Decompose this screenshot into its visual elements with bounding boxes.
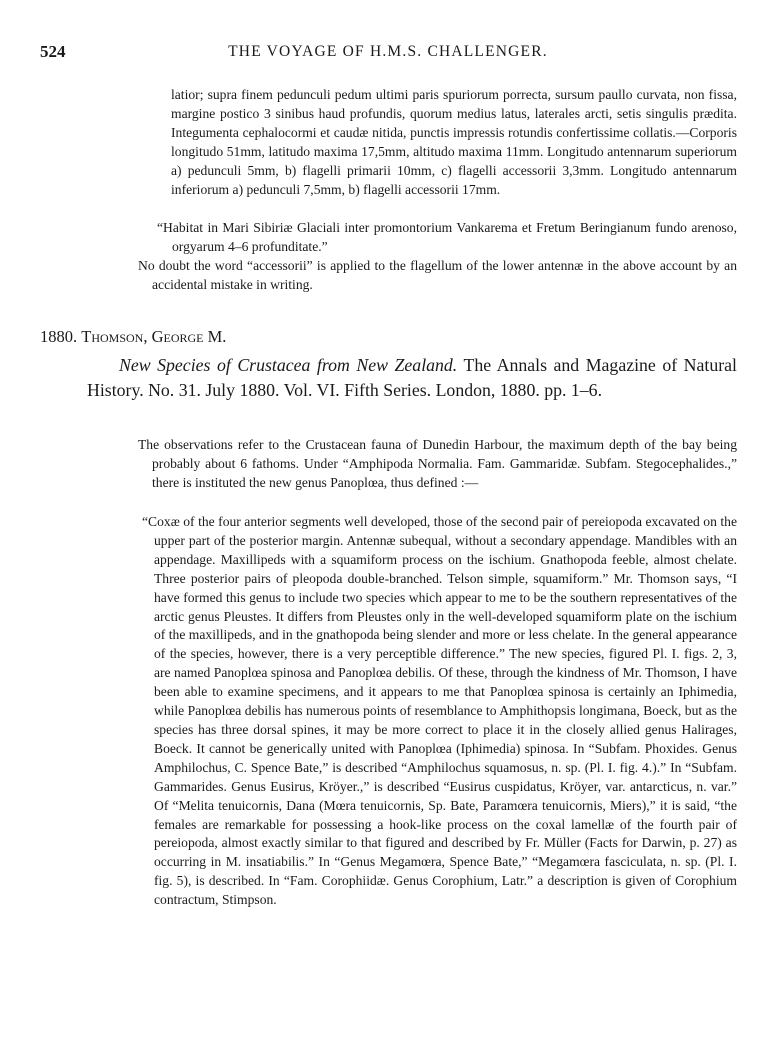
running-title: THE VOYAGE OF H.M.S. CHALLENGER.: [228, 43, 548, 60]
note-paragraph: No doubt the word “accessorii” is applied to the flagellum of the lower antennæ in the above account by an accidental mistake in writing.: [138, 258, 737, 292]
entry-title: New Species of Crustacea from New Zealand.: [119, 355, 458, 375]
body-intro-block: [138, 436, 737, 493]
top-paragraph-block: [171, 86, 737, 199]
note-block: [138, 257, 737, 295]
habitat-block: [157, 219, 737, 257]
body-quote: “Coxæ of the four anterior segments well developed, those of the second pair of pereiopoda excavated on the upper part of the posterior margin. Antennæ subequal, without a secondary appendage. Mandibles with an appendage. Maxillipeds with a squamiform process on the ischium. Gnathopoda feeble, almost chelate. Three posterior pairs of pleopoda double-branched. Telson simple, squamiform.” Mr. Thomson says, “I have formed this genus to include two species which appear to me to be the southern representatives of the arctic genus Pleustes. It differs from Pleustes only in the well-developed squamiform plate on the ischium of the maxillipeds, and in the gnathopoda being slender and more or less chelate. In the general appearance of the species, however, there is a very perceptible difference.” The new species, figured Pl. I. figs. 2, 3, are named Panoplœa spinosa and Panoplœa debilis. Of these, through the kindness of Mr. Thomson, I have been able to examine specimens, and it appears to me that Panoplœa spinosa is certainly an Iphimedia, while Panoplœa debilis has numerous points of resemblance to Amphithopsis longimana, Boeck, but as the species has three dorsal spines, it may be more correct to place it in the closely allied genus Halirages, Boeck. It cannot be generically united with Panoplœa (Iphimedia) spinosa. In “Subfam. Phoxides. Genus Amphilochus, C. Spence Bate,” is described “Amphilochus squamosus, n. sp. (Pl. I. fig. 4.).” In “Subfam. Gammarides. Genus Eusirus, Kröyer.,” is described “Eusirus cuspidatus, Kröyer, var. antarcticus, n. var.” Of “Melita tenuicornis, Dana (Mœra tenuicornis, Sp. Bate, Paramœra tenuicornis, Miers),” it is said, “the females are remarkable for possessing a hook-like process on the coxal lamellæ of the fourth pair of pereiopoda, almost exactly similar to that figured and described by Fr. Müller (Facts for Darwin, p. 27) as occurring in M. insatiabilis.” In “Genus Megamœra, Spence Bate,” “Megamœra fasciculata, n. sp. (Pl. I. fig. 5), is described. In “Fam. Corophiidæ. Genus Corophium, Latr.” a description is given of Corophium contractum, Stimpson.: [142, 514, 737, 908]
entry-title-block: [87, 353, 737, 403]
entry-year: 1880.: [40, 327, 78, 346]
page-number: 524: [40, 42, 66, 61]
body-intro: The observations refer to the Crustacean fauna of Dunedin Harbour, the maximum depth of the bay being probably about 6 fathoms. Under “Amphipoda Normalia. Fam. Gammaridæ. Subfam. Stegocephalides.,” there is instituted the new genus Panoplœa, thus defined :—: [138, 437, 737, 490]
body-quote-block: [142, 513, 737, 910]
page-header: [0, 42, 776, 66]
entry-author: Thomson, George M.: [81, 327, 227, 346]
habitat-paragraph: “Habitat in Mari Sibiriæ Glaciali inter promontorium Vankarema et Fretum Beringianum fundo arenoso, orgyarum 4–6 profunditate.”: [157, 220, 737, 254]
entry-citation: The Annals and Magazine of Natural History. No. 31. July 1880. Vol. VI. Fifth Series. London, 1880. pp. 1–6.: [87, 355, 737, 400]
top-paragraph: latior; supra finem pedunculi pedum ultimi paris spuriorum porrecta, sursum paullo curvata, non fissa, margine postico 3 sinibus haud profundis, quorum medius latus, laterales arcti, setis singulis prædita. Integumenta cephalocormi et caudæ nitida, punctis impressis rotundis confertissime collatis.—Corporis longitudo 51mm, latitudo maxima 17,5mm, altitudo maxima 11mm. Longitudo antennarum superiorum a) pedunculi 5mm, b) flagelli primarii 10mm, c) flagelli accessorii 3,3mm. Longitudo antennarum inferiorum a) pedunculi 7,5mm, b) flagelli accessorii 17mm.: [171, 87, 737, 197]
entry-heading: [40, 327, 226, 347]
